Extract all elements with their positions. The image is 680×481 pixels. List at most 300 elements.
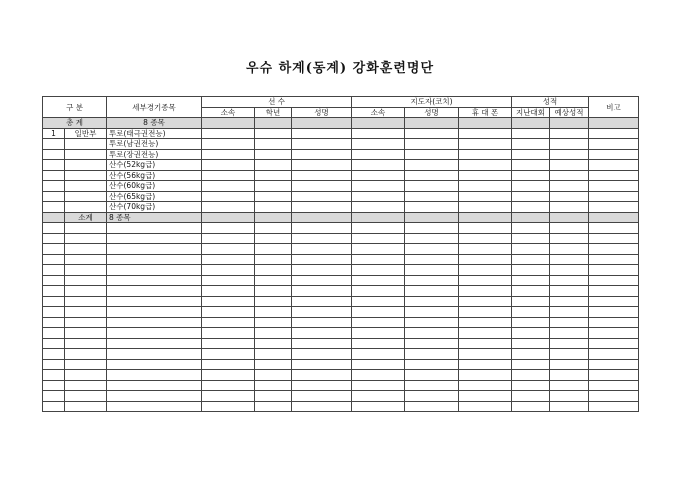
table-cell[interactable]: [255, 223, 292, 234]
table-cell[interactable]: [512, 286, 550, 297]
table-cell[interactable]: [550, 170, 589, 181]
table-cell[interactable]: [405, 401, 459, 412]
table-cell[interactable]: [202, 296, 255, 307]
table-cell[interactable]: [550, 139, 589, 150]
table-cell[interactable]: [202, 128, 255, 139]
table-cell[interactable]: [292, 191, 352, 202]
table-cell[interactable]: [43, 359, 65, 370]
table-row: [43, 223, 639, 234]
table-cell[interactable]: [202, 254, 255, 265]
table-cell[interactable]: [352, 359, 405, 370]
table-cell[interactable]: [107, 296, 202, 307]
table-cell[interactable]: [43, 317, 65, 328]
table-cell[interactable]: [405, 244, 459, 255]
table-cell[interactable]: [512, 380, 550, 391]
table-cell[interactable]: [292, 170, 352, 181]
table-cell[interactable]: [292, 307, 352, 318]
table-cell[interactable]: [405, 359, 459, 370]
table-cell[interactable]: [292, 380, 352, 391]
table-cell[interactable]: [550, 380, 589, 391]
table-cell[interactable]: [43, 349, 65, 360]
table-cell[interactable]: [352, 139, 405, 150]
table-cell[interactable]: [255, 401, 292, 412]
table-cell[interactable]: [65, 380, 107, 391]
table-cell[interactable]: [292, 202, 352, 213]
table-cell[interactable]: [405, 265, 459, 276]
table-cell[interactable]: [550, 307, 589, 318]
table-cell[interactable]: [405, 128, 459, 139]
table-cell[interactable]: [65, 338, 107, 349]
table-cell[interactable]: [512, 128, 550, 139]
table-cell[interactable]: [459, 338, 512, 349]
table-cell[interactable]: [459, 128, 512, 139]
table-cell[interactable]: [255, 317, 292, 328]
table-cell[interactable]: [352, 128, 405, 139]
table-cell[interactable]: [292, 286, 352, 297]
table-cell[interactable]: [43, 265, 65, 276]
table-cell[interactable]: [255, 244, 292, 255]
table-cell[interactable]: [292, 401, 352, 412]
table-cell[interactable]: [352, 296, 405, 307]
table-cell[interactable]: [550, 359, 589, 370]
table-cell[interactable]: [405, 380, 459, 391]
table-cell[interactable]: [65, 286, 107, 297]
table-cell[interactable]: [352, 401, 405, 412]
table-cell[interactable]: [589, 328, 639, 339]
table-cell[interactable]: [589, 202, 639, 213]
table-cell[interactable]: [107, 233, 202, 244]
table-cell[interactable]: [459, 286, 512, 297]
table-cell[interactable]: [43, 286, 65, 297]
table-cell[interactable]: [589, 296, 639, 307]
table-cell[interactable]: [512, 349, 550, 360]
table-cell[interactable]: [550, 244, 589, 255]
table-cell[interactable]: [550, 401, 589, 412]
table-row: [43, 328, 639, 339]
table-cell[interactable]: [405, 191, 459, 202]
table-cell[interactable]: [589, 391, 639, 402]
table-cell[interactable]: [550, 286, 589, 297]
table-cell[interactable]: [65, 296, 107, 307]
table-cell[interactable]: [352, 380, 405, 391]
table-cell[interactable]: [459, 307, 512, 318]
table-cell[interactable]: [292, 149, 352, 160]
table-cell[interactable]: [589, 160, 639, 171]
table-cell[interactable]: [352, 338, 405, 349]
table-cell[interactable]: [512, 391, 550, 402]
table-cell[interactable]: [512, 338, 550, 349]
table-cell[interactable]: [65, 328, 107, 339]
table-cell[interactable]: [43, 275, 65, 286]
table-cell[interactable]: [550, 128, 589, 139]
table-cell[interactable]: [459, 202, 512, 213]
table-cell[interactable]: [292, 139, 352, 150]
table-cell[interactable]: [202, 307, 255, 318]
table-cell[interactable]: [405, 286, 459, 297]
table-cell[interactable]: [459, 370, 512, 381]
header-remark: 비고: [589, 97, 639, 118]
table-cell[interactable]: [352, 307, 405, 318]
table-cell[interactable]: [292, 265, 352, 276]
table-cell[interactable]: [550, 328, 589, 339]
table-cell[interactable]: [292, 244, 352, 255]
table-cell[interactable]: [512, 275, 550, 286]
table-cell[interactable]: [255, 160, 292, 171]
table-cell[interactable]: [512, 317, 550, 328]
table-cell[interactable]: [352, 191, 405, 202]
table-cell[interactable]: [65, 233, 107, 244]
table-cell[interactable]: [292, 128, 352, 139]
table-cell[interactable]: [43, 370, 65, 381]
table-cell[interactable]: [589, 265, 639, 276]
table-cell[interactable]: [589, 275, 639, 286]
table-cell[interactable]: [550, 391, 589, 402]
table-cell[interactable]: [459, 244, 512, 255]
table-cell[interactable]: [459, 191, 512, 202]
table-cell[interactable]: [255, 128, 292, 139]
table-cell[interactable]: [459, 160, 512, 171]
table-cell[interactable]: [352, 370, 405, 381]
table-cell[interactable]: [405, 307, 459, 318]
table-cell[interactable]: [202, 286, 255, 297]
table-cell[interactable]: [589, 359, 639, 370]
table-cell[interactable]: [107, 349, 202, 360]
table-cell[interactable]: [459, 139, 512, 150]
table-cell[interactable]: [107, 370, 202, 381]
table-cell[interactable]: [512, 160, 550, 171]
table-cell[interactable]: [405, 223, 459, 234]
table-cell[interactable]: [255, 265, 292, 276]
table-cell[interactable]: [589, 223, 639, 234]
table-cell[interactable]: [43, 296, 65, 307]
table-cell[interactable]: [352, 317, 405, 328]
table-cell[interactable]: [550, 191, 589, 202]
table-cell[interactable]: [512, 244, 550, 255]
table-cell[interactable]: [202, 391, 255, 402]
table-cell[interactable]: [512, 139, 550, 150]
table-cell[interactable]: [65, 391, 107, 402]
table-cell[interactable]: [292, 160, 352, 171]
table-cell[interactable]: [255, 170, 292, 181]
table-cell[interactable]: [255, 181, 292, 192]
table-cell[interactable]: [107, 307, 202, 318]
table-cell[interactable]: [107, 359, 202, 370]
table-cell[interactable]: [512, 265, 550, 276]
table-cell[interactable]: [107, 286, 202, 297]
group-label: [65, 139, 107, 150]
table-cell[interactable]: [405, 254, 459, 265]
total-count: 8 종목: [107, 118, 202, 129]
table-cell[interactable]: [550, 254, 589, 265]
table-cell[interactable]: [589, 370, 639, 381]
table-cell[interactable]: [107, 244, 202, 255]
table-cell[interactable]: [292, 233, 352, 244]
table-cell[interactable]: [292, 359, 352, 370]
table-cell[interactable]: [405, 170, 459, 181]
table-cell[interactable]: [459, 401, 512, 412]
table-cell[interactable]: [550, 296, 589, 307]
table-cell[interactable]: [459, 359, 512, 370]
table-cell[interactable]: [65, 244, 107, 255]
table-cell[interactable]: [65, 307, 107, 318]
table-cell[interactable]: [459, 223, 512, 234]
table-cell[interactable]: [202, 328, 255, 339]
table-cell[interactable]: [43, 380, 65, 391]
table-cell[interactable]: [459, 296, 512, 307]
table-cell[interactable]: [550, 265, 589, 276]
table-cell[interactable]: [352, 181, 405, 192]
table-cell[interactable]: [107, 223, 202, 234]
table-cell[interactable]: [550, 349, 589, 360]
group-label: [65, 191, 107, 202]
table-cell[interactable]: [107, 338, 202, 349]
table-cell[interactable]: [459, 233, 512, 244]
table-cell[interactable]: [107, 265, 202, 276]
table-cell[interactable]: [459, 275, 512, 286]
table-cell[interactable]: [550, 338, 589, 349]
table-cell[interactable]: [255, 370, 292, 381]
table-cell[interactable]: [405, 391, 459, 402]
table-cell[interactable]: [459, 254, 512, 265]
table-cell[interactable]: [352, 149, 405, 160]
table-cell[interactable]: [550, 223, 589, 234]
table-cell[interactable]: [255, 149, 292, 160]
table-cell[interactable]: [43, 254, 65, 265]
table-cell[interactable]: [107, 275, 202, 286]
table-cell[interactable]: [292, 317, 352, 328]
table-cell[interactable]: [202, 149, 255, 160]
table-cell[interactable]: [255, 359, 292, 370]
table-cell[interactable]: [255, 191, 292, 202]
table-cell[interactable]: [65, 359, 107, 370]
table-cell[interactable]: [202, 380, 255, 391]
event-name: 투로(태극권전능): [107, 128, 202, 139]
table-cell[interactable]: [405, 275, 459, 286]
table-cell[interactable]: [65, 265, 107, 276]
table-cell[interactable]: [292, 275, 352, 286]
table-cell[interactable]: [512, 296, 550, 307]
table-cell[interactable]: [352, 275, 405, 286]
table-cell[interactable]: [292, 391, 352, 402]
table-cell[interactable]: [405, 338, 459, 349]
table-cell[interactable]: [512, 401, 550, 412]
table-cell[interactable]: [459, 317, 512, 328]
table-cell[interactable]: [352, 391, 405, 402]
table-cell[interactable]: [589, 317, 639, 328]
table-cell[interactable]: [405, 328, 459, 339]
table-cell[interactable]: [202, 338, 255, 349]
table-row: [43, 286, 639, 297]
table-cell[interactable]: [43, 244, 65, 255]
table-cell[interactable]: [43, 401, 65, 412]
table-cell[interactable]: [512, 328, 550, 339]
table-cell[interactable]: [202, 275, 255, 286]
table-cell[interactable]: [352, 265, 405, 276]
table-cell[interactable]: [65, 254, 107, 265]
table-cell[interactable]: [352, 254, 405, 265]
table-cell[interactable]: [43, 391, 65, 402]
table-row: [43, 359, 639, 370]
table-cell[interactable]: [107, 401, 202, 412]
table-cell[interactable]: [255, 380, 292, 391]
table-cell[interactable]: [107, 317, 202, 328]
table-cell[interactable]: [459, 149, 512, 160]
table-cell[interactable]: [459, 170, 512, 181]
table-cell[interactable]: [550, 370, 589, 381]
table-cell[interactable]: [65, 275, 107, 286]
table-cell[interactable]: [352, 202, 405, 213]
table-cell[interactable]: [43, 233, 65, 244]
table-cell[interactable]: [589, 128, 639, 139]
table-cell[interactable]: [292, 338, 352, 349]
table-cell[interactable]: [352, 170, 405, 181]
table-cell[interactable]: [512, 307, 550, 318]
table-cell[interactable]: [65, 401, 107, 412]
table-cell[interactable]: [352, 160, 405, 171]
table-cell[interactable]: [459, 391, 512, 402]
table-cell[interactable]: [107, 380, 202, 391]
table-cell[interactable]: [405, 139, 459, 150]
header-gubun: 구 분: [43, 97, 107, 118]
table-row: [43, 254, 639, 265]
table-cell[interactable]: [512, 191, 550, 202]
table-cell[interactable]: [255, 307, 292, 318]
table-cell[interactable]: [292, 296, 352, 307]
table-cell[interactable]: [255, 328, 292, 339]
table-cell[interactable]: [202, 265, 255, 276]
table-cell[interactable]: [202, 202, 255, 213]
table-cell[interactable]: [459, 181, 512, 192]
table-cell[interactable]: [589, 170, 639, 181]
table-cell[interactable]: [202, 191, 255, 202]
table-cell[interactable]: [292, 254, 352, 265]
table-cell[interactable]: [107, 328, 202, 339]
table-cell[interactable]: [512, 359, 550, 370]
table-cell[interactable]: [352, 328, 405, 339]
table-cell[interactable]: [202, 244, 255, 255]
table-cell[interactable]: [65, 223, 107, 234]
table-cell[interactable]: [352, 233, 405, 244]
table-cell[interactable]: [550, 160, 589, 171]
table-cell[interactable]: [405, 317, 459, 328]
table-cell[interactable]: [352, 244, 405, 255]
table-cell[interactable]: [512, 170, 550, 181]
table-cell[interactable]: [589, 244, 639, 255]
table-cell[interactable]: [202, 317, 255, 328]
table-cell[interactable]: [550, 149, 589, 160]
table-cell[interactable]: [589, 181, 639, 192]
table-cell[interactable]: [43, 328, 65, 339]
table-row: [43, 275, 639, 286]
table-cell[interactable]: [255, 139, 292, 150]
table-cell[interactable]: [292, 328, 352, 339]
table-cell[interactable]: [589, 191, 639, 202]
table-cell[interactable]: [589, 254, 639, 265]
table-cell[interactable]: [255, 391, 292, 402]
table-cell[interactable]: [550, 275, 589, 286]
table-cell[interactable]: [512, 181, 550, 192]
table-cell[interactable]: [352, 349, 405, 360]
table-cell[interactable]: [589, 349, 639, 360]
table-cell[interactable]: [405, 149, 459, 160]
table-cell[interactable]: [405, 233, 459, 244]
table-cell[interactable]: [43, 338, 65, 349]
table-cell[interactable]: [255, 254, 292, 265]
table-cell[interactable]: [65, 370, 107, 381]
table-cell[interactable]: [512, 202, 550, 213]
table-cell[interactable]: [550, 202, 589, 213]
table-cell[interactable]: [65, 349, 107, 360]
table-cell[interactable]: [589, 307, 639, 318]
table-cell[interactable]: [589, 338, 639, 349]
table-cell[interactable]: [255, 275, 292, 286]
table-cell[interactable]: [255, 286, 292, 297]
table-cell[interactable]: [107, 254, 202, 265]
table-cell[interactable]: [459, 265, 512, 276]
table-cell[interactable]: [459, 328, 512, 339]
table-cell[interactable]: [255, 296, 292, 307]
table-cell[interactable]: [512, 149, 550, 160]
table-cell[interactable]: [255, 349, 292, 360]
table-cell[interactable]: [589, 401, 639, 412]
table-cell[interactable]: [292, 349, 352, 360]
table-cell[interactable]: [65, 317, 107, 328]
table-cell[interactable]: [202, 359, 255, 370]
table-cell[interactable]: [550, 317, 589, 328]
table-cell[interactable]: [43, 223, 65, 234]
table-cell[interactable]: [202, 370, 255, 381]
table-cell[interactable]: [202, 170, 255, 181]
table-cell[interactable]: [512, 233, 550, 244]
table-cell[interactable]: [589, 149, 639, 160]
table-cell[interactable]: [405, 160, 459, 171]
table-cell[interactable]: [405, 370, 459, 381]
table-cell[interactable]: [255, 338, 292, 349]
table-cell[interactable]: [589, 286, 639, 297]
table-cell[interactable]: [405, 181, 459, 192]
table-cell[interactable]: [255, 233, 292, 244]
table-cell[interactable]: [352, 286, 405, 297]
table-cell[interactable]: [202, 349, 255, 360]
table-cell[interactable]: [589, 380, 639, 391]
table-cell[interactable]: [202, 401, 255, 412]
table-cell[interactable]: [202, 233, 255, 244]
table-cell[interactable]: [512, 254, 550, 265]
table-cell[interactable]: [202, 139, 255, 150]
table-cell[interactable]: [405, 202, 459, 213]
table-cell[interactable]: [589, 139, 639, 150]
table-cell[interactable]: [292, 370, 352, 381]
table-cell[interactable]: [43, 307, 65, 318]
table-cell[interactable]: [550, 233, 589, 244]
table-cell[interactable]: [405, 296, 459, 307]
table-cell[interactable]: [352, 223, 405, 234]
table-cell[interactable]: [550, 181, 589, 192]
table-cell[interactable]: [202, 223, 255, 234]
table-cell[interactable]: [459, 380, 512, 391]
table-cell[interactable]: [107, 391, 202, 402]
table-cell[interactable]: [202, 160, 255, 171]
table-cell[interactable]: [512, 223, 550, 234]
table-cell[interactable]: [292, 223, 352, 234]
table-cell[interactable]: [405, 349, 459, 360]
table-cell[interactable]: [292, 181, 352, 192]
table-cell[interactable]: [589, 233, 639, 244]
table-cell[interactable]: [512, 370, 550, 381]
table-cell[interactable]: [255, 202, 292, 213]
table-cell[interactable]: [202, 181, 255, 192]
table-cell[interactable]: [459, 349, 512, 360]
